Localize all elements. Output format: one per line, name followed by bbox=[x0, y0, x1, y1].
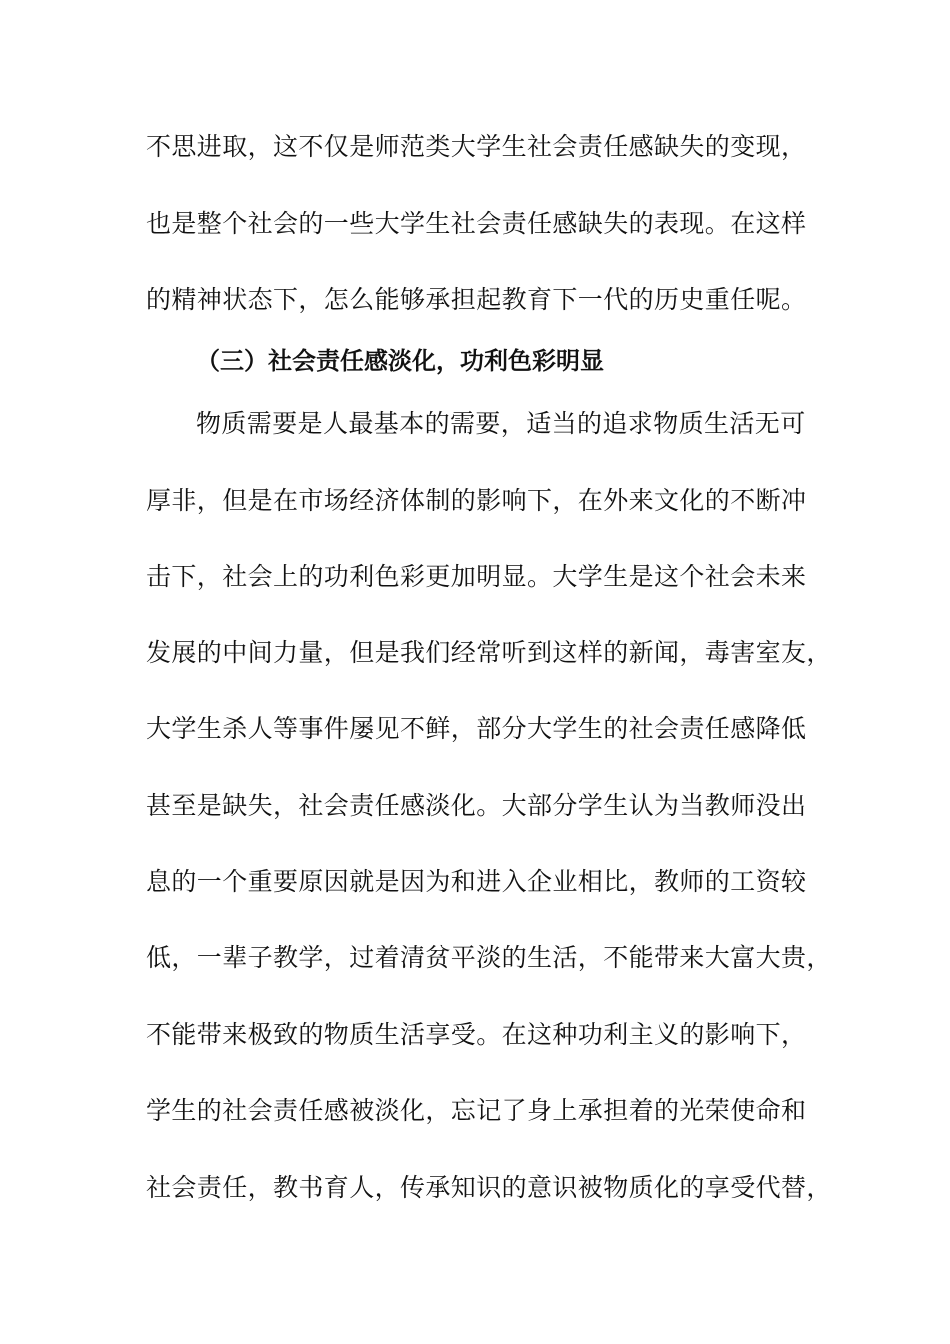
paragraph-2-line-5: 大学生杀人等事件屡见不鲜，部分大学生的社会责任感降低 bbox=[146, 714, 807, 743]
paragraph-2-line-11: 社会责任，教书育人，传承知识的意识被物质化的享受代替， bbox=[146, 1173, 832, 1202]
section-heading: （三）社会责任感淡化，功利色彩明显 bbox=[196, 347, 604, 375]
paragraph-2-line-1: 物质需要是人最基本的需要，适当的追求物质生活无可 bbox=[196, 409, 806, 438]
paragraph-1-line-1: 不思进取，这不仅是师范类大学生社会责任感缺失的变现， bbox=[146, 132, 807, 161]
paragraph-2-line-3: 击下，社会上的功利色彩更加明显。大学生是这个社会未来 bbox=[146, 562, 807, 591]
paragraph-2-line-10: 学生的社会责任感被淡化，忘记了身上承担着的光荣使命和 bbox=[146, 1096, 807, 1125]
paragraph-2-line-2: 厚非，但是在市场经济体制的影响下，在外来文化的不断冲 bbox=[146, 486, 807, 515]
paragraph-2-line-7: 息的一个重要原因就是因为和进入企业相比，教师的工资较 bbox=[146, 867, 807, 896]
paragraph-2-line-8: 低，一辈子教学，过着清贫平淡的生活，不能带来大富大贵， bbox=[146, 943, 832, 972]
paragraph-2-line-6: 甚至是缺失，社会责任感淡化。大部分学生认为当教师没出 bbox=[146, 791, 807, 820]
paragraph-2-line-9: 不能带来极致的物质生活享受。在这种功利主义的影响下， bbox=[146, 1020, 807, 1049]
paragraph-2-line-4: 发展的中间力量，但是我们经常听到这样的新闻，毒害室友， bbox=[146, 638, 832, 667]
paragraph-1-line-3: 的精神状态下，怎么能够承担起教育下一代的历史重任呢。 bbox=[146, 285, 807, 314]
paragraph-1-line-2: 也是整个社会的一些大学生社会责任感缺失的表现。在这样 bbox=[146, 209, 807, 238]
